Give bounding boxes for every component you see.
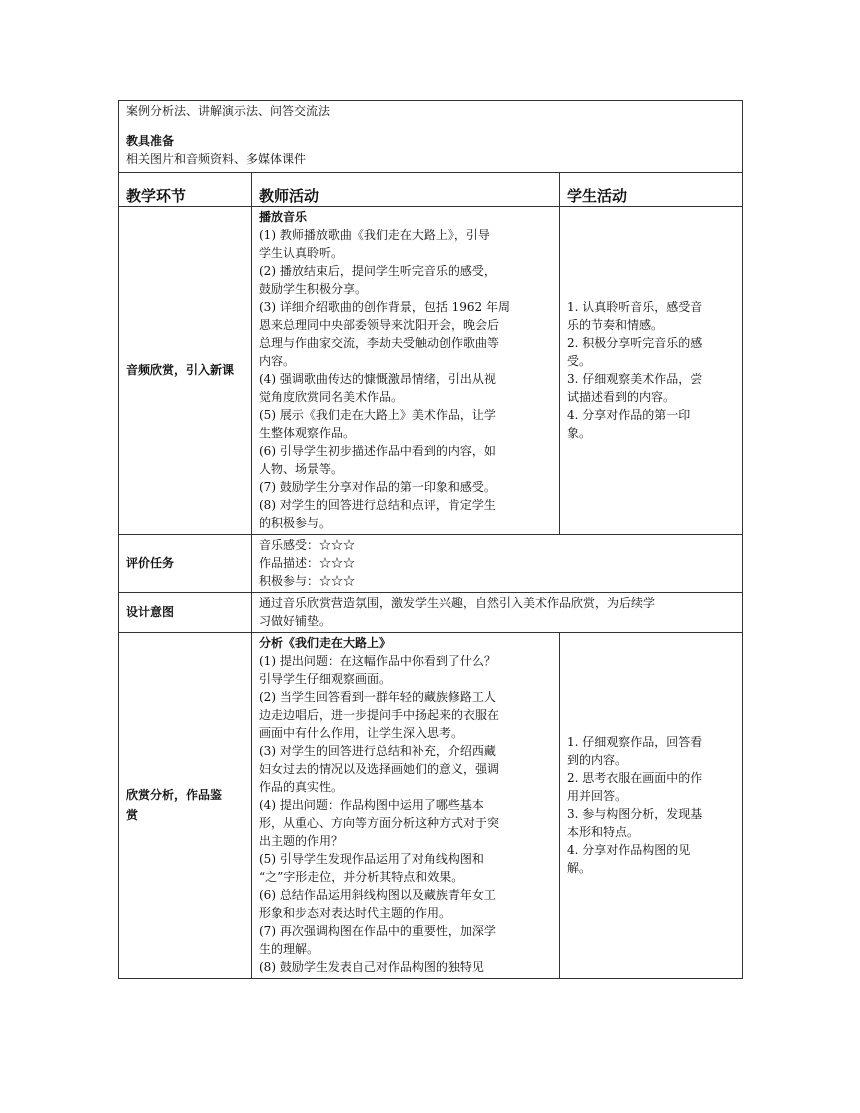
header-stage: 教学环节 bbox=[119, 173, 252, 207]
lesson-plan-table bbox=[118, 100, 743, 979]
section1-row bbox=[119, 207, 743, 535]
teacher-activity-line: (2) 播放结束后，提问学生听完音乐的感受， bbox=[259, 264, 496, 278]
stage-label-line: 欣赏分析，作品鉴 bbox=[126, 788, 223, 802]
teacher-activity-line: (7) 鼓励学生分享对作品的第一印象和感受。 bbox=[259, 480, 496, 494]
design-text bbox=[259, 594, 737, 630]
teacher-activity-line: 形，从重心、方向等方面分析这种方式对于突 bbox=[259, 816, 500, 830]
teacher-activity-line: 觉角度欣赏同名美术作品。 bbox=[259, 390, 404, 404]
teacher-activity-line: 恩来总理同中央部委领导来沈阳开会，晚会后 bbox=[259, 318, 500, 332]
student-activity-line: 试描述看到的内容。 bbox=[567, 390, 676, 404]
teacher-activity-line: (5) 展示《我们走在大路上》美术作品，让学 bbox=[259, 408, 496, 422]
student-activity-line: 4. 分享对作品构图的见 bbox=[567, 843, 691, 857]
student-activity-line: 2. 积极分享听完音乐的感 bbox=[567, 336, 703, 350]
evaluation-cell bbox=[252, 535, 743, 593]
design-line: 习做好铺垫。 bbox=[259, 614, 332, 628]
teacher-activity-line: (7) 再次强调构图在作品中的重要性，加深学 bbox=[259, 924, 496, 938]
teacher-activity-line: (3) 对学生的回答进行总结和补充，介绍西藏 bbox=[259, 744, 496, 758]
section2-student-list bbox=[567, 733, 737, 877]
methods-prep-cell bbox=[119, 101, 743, 173]
header-teacher: 教师活动 bbox=[252, 173, 560, 207]
teacher-activity-line: 学生认真聆听。 bbox=[259, 246, 344, 260]
teacher-activity-line: (6) 总结作品运用斜线构图以及藏族青年女工 bbox=[259, 888, 496, 902]
student-activity-line: 2. 思考衣服在画面中的作 bbox=[567, 771, 703, 785]
section1-student-list bbox=[567, 298, 737, 442]
student-activity-line: 4. 分享对作品的第一印 bbox=[567, 408, 691, 422]
section2-teacher-cell bbox=[252, 633, 560, 979]
top-row bbox=[119, 101, 743, 173]
evaluation-line: 积极参与：☆☆☆ bbox=[259, 574, 356, 588]
teacher-activity-line: 形象和步态对表达时代主题的作用。 bbox=[259, 906, 452, 920]
section1-teacher-list bbox=[259, 226, 554, 532]
teacher-activity-line: (8) 对学生的回答进行总结和点评，肯定学生 bbox=[259, 498, 496, 512]
student-activity-line: 3. 参与构图分析，发现基 bbox=[567, 807, 703, 821]
evaluation-stage: 评价任务 bbox=[119, 535, 252, 593]
student-activity-line: 解。 bbox=[567, 861, 592, 875]
evaluation-list bbox=[259, 536, 737, 590]
evaluation-line: 作品描述：☆☆☆ bbox=[259, 556, 356, 570]
teaching-methods-text: 案例分析法、讲解演示法、问答交流法 bbox=[126, 104, 331, 118]
teacher-activity-line: 的积极参与。 bbox=[259, 516, 332, 530]
lesson-plan-page bbox=[118, 100, 742, 979]
student-activity-line: 1. 认真聆听音乐，感受音 bbox=[567, 300, 703, 314]
teacher-activity-line: 生整体观察作品。 bbox=[259, 426, 356, 440]
teacher-activity-line: “之”字形走位，并分析其特点和效果。 bbox=[259, 870, 464, 884]
teacher-activity-line: (5) 引导学生发现作品运用了对角线构图和 bbox=[259, 852, 484, 866]
section2-row bbox=[119, 633, 743, 979]
teacher-activity-line: 妇女过去的情况以及选择画她们的意义，强调 bbox=[259, 762, 500, 776]
teacher-activity-line: 作品的真实性。 bbox=[259, 780, 344, 794]
teacher-activity-line: 引导学生仔细观察画面。 bbox=[259, 672, 392, 686]
section2-teacher-list bbox=[259, 652, 554, 976]
teacher-activity-line: 鼓励学生积极分享。 bbox=[259, 282, 368, 296]
evaluation-row bbox=[119, 535, 743, 593]
student-activity-line: 3. 仔细观察美术作品，尝 bbox=[567, 372, 703, 386]
teacher-activity-line: (1) 教师播放歌曲《我们走在大路上》，引导 bbox=[259, 228, 490, 242]
stage-label-line: 赏 bbox=[126, 808, 139, 822]
section1-stage bbox=[119, 207, 252, 535]
teacher-activity-line: 生的理解。 bbox=[259, 942, 320, 956]
section2-teacher-title: 分析《我们走在大路上》 bbox=[259, 636, 392, 650]
student-activity-line: 用并回答。 bbox=[567, 789, 628, 803]
table-header-row bbox=[119, 173, 743, 207]
student-activity-line: 乐的节奏和情感。 bbox=[567, 318, 664, 332]
section2-stage-label bbox=[126, 785, 246, 825]
teacher-activity-line: 边走边唱后，进一步提问手中扬起来的衣服在 bbox=[259, 708, 500, 722]
teacher-activity-line: (6) 引导学生初步描述作品中看到的内容，如 bbox=[259, 444, 496, 458]
student-activity-line: 到的内容。 bbox=[567, 753, 628, 767]
teacher-activity-line: 画面中有什么作用，让学生深入思考。 bbox=[259, 726, 464, 740]
prep-title: 教具准备 bbox=[126, 134, 175, 148]
student-activity-line: 1. 仔细观察作品，回答看 bbox=[567, 735, 703, 749]
teacher-activity-line: 内容。 bbox=[259, 354, 296, 368]
teacher-activity-line: (3) 详细介绍歌曲的创作背景，包括 1962 年周 bbox=[259, 300, 510, 314]
section1-student-cell bbox=[560, 207, 743, 535]
design-stage: 设计意图 bbox=[119, 593, 252, 633]
section2-stage bbox=[119, 633, 252, 979]
teacher-activity-line: (2) 当学生回答看到一群年轻的藏族修路工人 bbox=[259, 690, 496, 704]
teacher-activity-line: (4) 强调歌曲传达的慷慨激昂情绪，引出从视 bbox=[259, 372, 496, 386]
student-activity-line: 本形和特点。 bbox=[567, 825, 640, 839]
design-line: 通过音乐欣赏营造氛围，激发学生兴趣，自然引入美术作品欣赏，为后续学 bbox=[259, 596, 656, 610]
evaluation-line: 音乐感受：☆☆☆ bbox=[259, 538, 356, 552]
teacher-activity-line: (1) 提出问题：在这幅作品中你看到了什么？ bbox=[259, 654, 496, 668]
section1-teacher-cell bbox=[252, 207, 560, 535]
section1-teacher-title: 播放音乐 bbox=[259, 210, 308, 224]
section1-stage-label: 音频欣赏，引入新课 bbox=[126, 363, 235, 377]
teacher-activity-line: 总理与作曲家交流，李劫夫受触动创作歌曲等 bbox=[259, 336, 500, 350]
header-student: 学生活动 bbox=[560, 173, 743, 207]
teacher-activity-line: 出主题的作用？ bbox=[259, 834, 344, 848]
design-row bbox=[119, 593, 743, 633]
design-cell bbox=[252, 593, 743, 633]
prep-text: 相关图片和音频资料、多媒体课件 bbox=[126, 152, 307, 166]
teacher-activity-line: 人物、场景等。 bbox=[259, 462, 344, 476]
student-activity-line: 象。 bbox=[567, 426, 592, 440]
student-activity-line: 受。 bbox=[567, 354, 592, 368]
teacher-activity-line: (4) 提出问题：作品构图中运用了哪些基本 bbox=[259, 798, 484, 812]
section2-student-cell bbox=[560, 633, 743, 979]
teacher-activity-line: (8) 鼓励学生发表自己对作品构图的独特见 bbox=[259, 960, 484, 974]
